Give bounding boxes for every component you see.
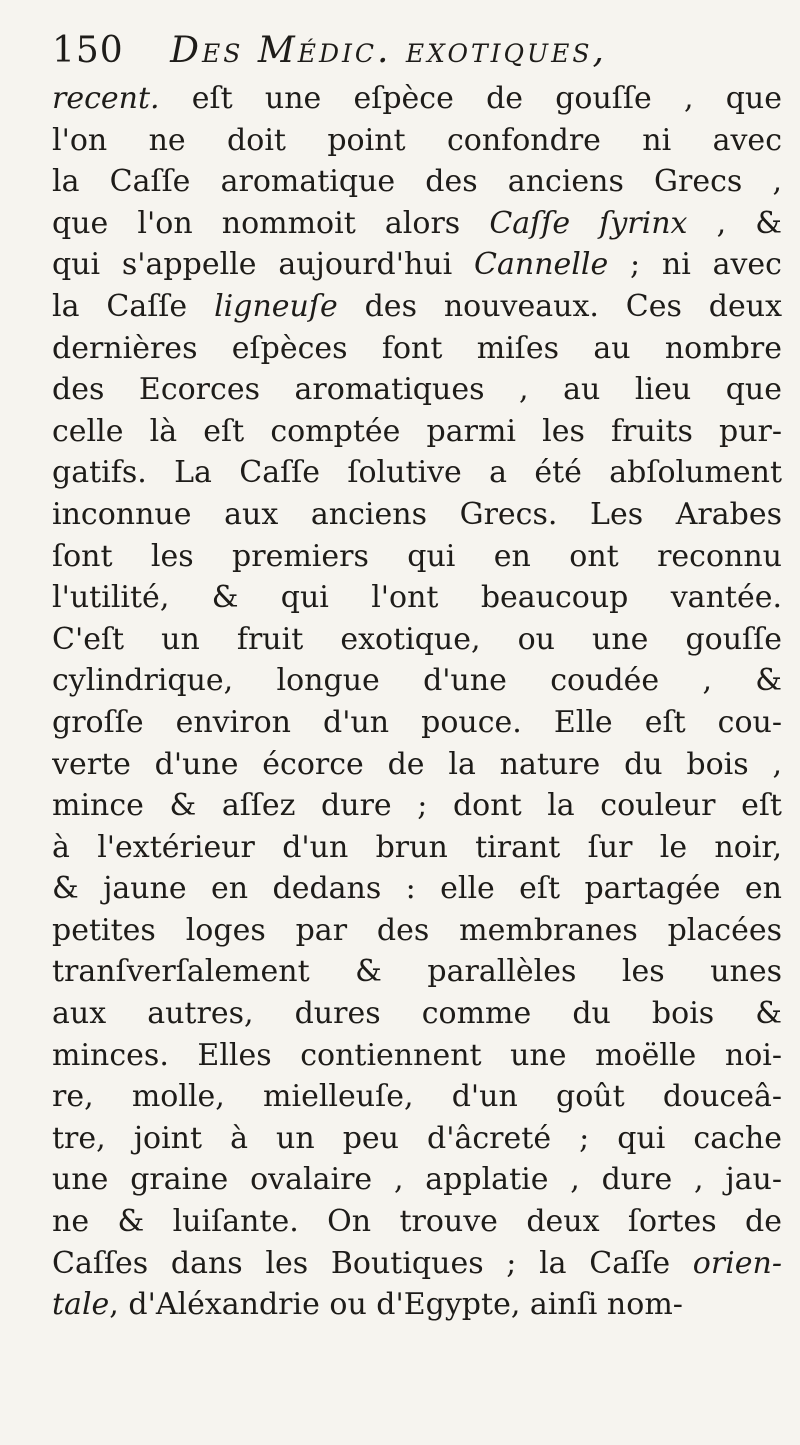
text-line [52,1201,782,1243]
text-segment: des Ecorces aromatiques , au lieu que [52,372,782,408]
text-segment: verte d'une écorce de la nature du bois , [52,746,782,782]
text-segment: minces. Elles contiennent une moëlle noi- [52,1037,782,1073]
text-segment: qui s'appelle aujourd'hui [52,247,475,283]
text-line [52,660,782,702]
text-segment: des nouveaux. Ces deux [337,288,782,324]
running-title: Des Médic. exotiques, [170,30,607,71]
text-line [52,78,782,120]
text-line [52,951,782,993]
text-line [52,369,782,411]
text-segment: inconnue aux anciens Grecs. Les Arabes [52,496,782,532]
text-segment: petites loges par des membranes placées [52,912,782,948]
text-segment: ; ni avec [608,247,782,283]
text-segment: Cannelle [474,247,609,283]
text-segment: eſt une eſpèce de gouſſe , que [159,81,782,116]
text-line [52,328,782,370]
text-line [52,1284,782,1326]
text-line [52,203,782,245]
text-segment: aux autres, dures comme du bois & [52,996,782,1032]
text-line [52,1243,782,1285]
text-segment: orien- [692,1245,782,1281]
text-line [52,993,782,1035]
text-segment: C'eſt un fruit exotique, ou une gouſſe [52,621,782,657]
text-segment: tranſverſalement & parallèles les unes [52,954,782,990]
text-segment: , d'Aléxandrie ou d'Egypte, ainſi nom- [109,1287,683,1323]
text-segment: cylindrique, longue d'une coudée , & [52,663,782,699]
text-segment: l'utilité, & qui l'ont beaucoup vantée. [52,580,782,616]
text-segment: ligneuſe [214,288,338,324]
text-line [52,868,782,910]
text-line [52,411,782,453]
text-line [52,577,782,619]
text-segment: celle là eſt comptée parmi les fruits pur- [52,413,782,449]
text-segment: recent. [52,81,160,116]
text-line [52,785,782,827]
text-segment: , & [687,205,782,241]
text-line [52,1159,782,1201]
text-line [52,827,782,869]
text-segment: une graine ovalaire , applatie , dure , jau- [52,1162,782,1198]
text-line [52,1076,782,1118]
text-segment: groſſe environ d'un pouce. Elle eſt cou- [52,704,782,740]
text-segment: à l'extérieur d'un brun tirant ſur le noir, [52,829,782,865]
text-segment: ſont les premiers qui en ont reconnu [52,538,782,574]
text-segment: la Caſſe [52,288,215,324]
body-text [52,78,782,1326]
text-line [52,120,782,162]
text-segment: que l'on nommoit alors [52,205,490,241]
text-line [52,619,782,661]
text-line [52,494,782,536]
text-line [52,244,782,286]
text-line [52,1035,782,1077]
text-line [52,910,782,952]
text-segment: Caſſe ſyrinx [489,205,688,241]
page-header [52,30,782,82]
text-line [52,1118,782,1160]
text-line [52,286,782,328]
text-segment: ne & luiſante. On trouve deux ſortes de [52,1204,782,1240]
text-segment: gatifs. La Caſſe ſolutive a été abſolument [52,455,782,491]
text-segment: Caſſes dans les Boutiques ; la Caſſe [52,1245,693,1281]
text-segment: tale [52,1287,110,1323]
text-segment: re, molle, mielleuſe, d'un goût douceâ- [52,1079,782,1115]
text-segment: tre, joint à un peu d'âcreté ; qui cache [52,1120,782,1156]
text-line [52,702,782,744]
page-number: 150 [52,30,124,71]
text-segment: la Caſſe aromatique des anciens Grecs , [52,164,782,200]
text-segment: l'on ne doit point confondre ni avec [52,122,782,158]
text-line [52,536,782,578]
text-line [52,452,782,494]
text-segment: dernières eſpèces font miſes au nombre [52,330,782,366]
text-segment: mince & aſſez dure ; dont la couleur eſt [52,788,782,824]
text-line [52,744,782,786]
text-line [52,161,782,203]
text-segment: & jaune en dedans : elle eſt partagée en [52,871,782,907]
